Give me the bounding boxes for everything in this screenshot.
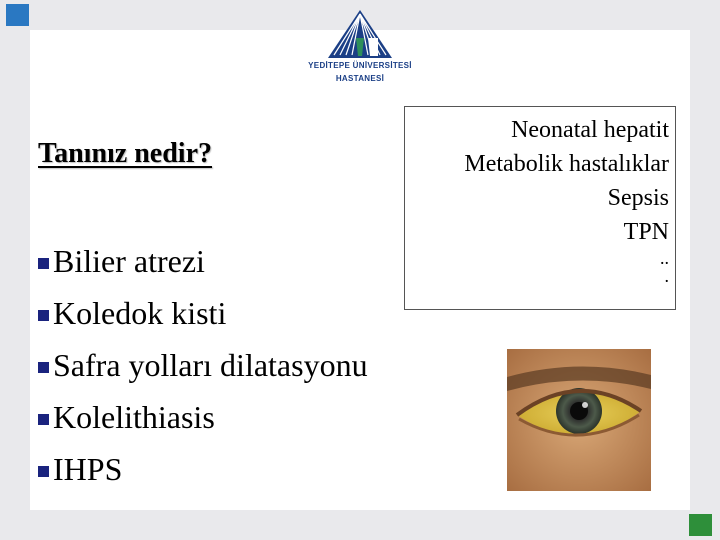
list-item-text: Safra yolları dilatasyonu bbox=[53, 347, 368, 383]
top-left-accent bbox=[6, 4, 29, 26]
differential-box bbox=[404, 106, 676, 310]
hospital-logo bbox=[300, 8, 420, 98]
question-heading: Tanınız nedir? bbox=[38, 138, 213, 169]
list-item bbox=[38, 443, 368, 495]
list-item bbox=[38, 235, 368, 287]
logo-title: YEDİTEPE ÜNİVERSİTESİ bbox=[308, 61, 412, 70]
square-bullet-icon bbox=[38, 466, 49, 477]
differential-item: Neonatal hepatit bbox=[511, 117, 669, 143]
ellipsis-dots: .. bbox=[660, 248, 669, 268]
diagnosis-list bbox=[38, 235, 368, 495]
differential-item: Metabolik hastalıklar bbox=[464, 151, 669, 177]
differential-item: TPN bbox=[623, 219, 669, 245]
logo-subtitle: HASTANESİ bbox=[335, 74, 385, 83]
list-item-text: Koledok kisti bbox=[53, 295, 227, 331]
square-bullet-icon bbox=[38, 414, 49, 425]
jaundiced-eye-photo bbox=[507, 349, 651, 491]
ellipsis-dots: . bbox=[664, 266, 669, 286]
list-item-text: IHPS bbox=[53, 451, 123, 487]
list-item bbox=[38, 391, 368, 443]
list-item-text: Kolelithiasis bbox=[53, 399, 215, 435]
square-bullet-icon bbox=[38, 258, 49, 269]
yeditepe-logo-icon bbox=[300, 8, 420, 62]
list-item-text: Bilier atrezi bbox=[53, 243, 205, 279]
list-item bbox=[38, 339, 368, 391]
differential-item: Sepsis bbox=[607, 185, 669, 211]
list-item bbox=[38, 287, 368, 339]
square-bullet-icon bbox=[38, 362, 49, 373]
square-bullet-icon bbox=[38, 310, 49, 321]
bottom-right-accent bbox=[689, 514, 712, 536]
